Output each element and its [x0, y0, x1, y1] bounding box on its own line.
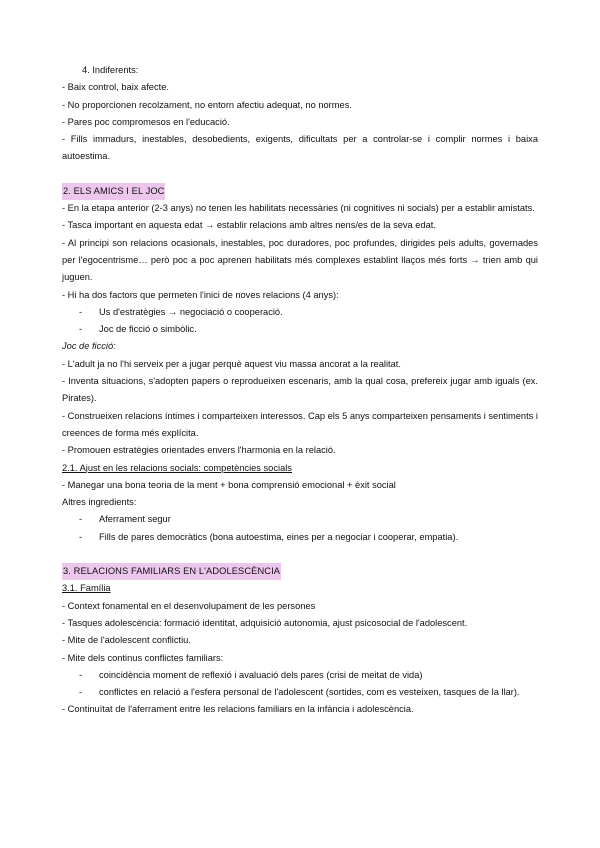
document-page: [62, 62, 538, 719]
list-item: Altres ingredients:: [62, 497, 137, 508]
list-item: - Promouen estratègies orientades envers l'harmonia en la relació.: [62, 445, 336, 456]
sub-list-item: [62, 511, 538, 528]
list-item: - Manegar una bona teoria de la ment + bona comprensió emocional + èxit social: [62, 479, 396, 490]
bullet-dash: -: [79, 514, 83, 525]
sub-list-item: [62, 667, 538, 684]
sub-list-item: [62, 684, 538, 701]
list-item: - Context fonamental en el desenvolupament de les persones: [62, 600, 316, 611]
subsection-title-joc-ficcio: Joc de ficció:: [62, 341, 116, 352]
bullet-dash: -: [79, 324, 83, 335]
list-item: - Pares poc compromesos en l'educació.: [62, 116, 230, 127]
list-item: - Al principi son relacions ocasionals, inestables, poc duradores, poc profundes, dirigides pels adults, governades per l'egocentrisme… però poc a poc aprenen habilitats més complexes establint llaços més forts → trien amb qui juguen.: [62, 237, 538, 283]
sub-list-text: coincidència moment de reflexió i avaluació dels pares (crisi de meitat de vida): [99, 669, 423, 680]
sub-list-item: [62, 304, 538, 321]
section-heading-indiferents: 4. Indiferents:: [82, 65, 139, 75]
list-item: - Mite dels continus conflictes familiars:: [62, 652, 224, 663]
bullet-dash: -: [79, 687, 83, 698]
spacer: [62, 166, 538, 183]
list-item: - Baix control, baix afecte.: [62, 82, 169, 93]
list-item: - No proporcionen recolzament, no entorn afectiu adequat, no normes.: [62, 99, 352, 110]
section-heading-amics-joc: 2. ELS AMICS I EL JOC: [62, 183, 165, 200]
list-item: - En la etapa anterior (2-3 anys) no tenen les habilitats necessàries (ni cognitives ni socials) per a establir amistats.: [62, 203, 535, 214]
sub-list-item: [62, 321, 538, 338]
list-item: - L'adult ja no l'hi serveix per a jugar perquè aquest viu massa ancorat a la realitat.: [62, 358, 401, 369]
section-heading-relacions-familiars: 3. RELACIONS FAMILIARS EN L'ADOLESCÈNCIA: [62, 563, 281, 580]
list-item: - Mite de l'adolescent conflictiu.: [62, 635, 191, 646]
subsection-heading-familia: 3.1. Família: [62, 583, 111, 594]
list-item: - Tasca important en aquesta edat → establir relacions amb altres nens/es de la seva edat.: [62, 220, 436, 231]
list-item: - Hi ha dos factors que permeten l'inici de noves relacions (4 anys):: [62, 289, 339, 300]
bullet-dash: -: [79, 306, 83, 317]
sub-list-item: [62, 529, 538, 546]
sub-list-text: Us d'estratègies → negociació o cooperació.: [99, 306, 283, 317]
sub-list-text: Joc de ficció o simbòlic.: [99, 324, 197, 335]
bullet-dash: -: [79, 669, 83, 680]
spacer: [62, 546, 538, 563]
list-item: - Fills immadurs, inestables, desobedients, exigents, dificultats per a controlar-se i complir normes i baixa autoestima.: [62, 134, 538, 162]
list-item: - Continuïtat de l'aferrament entre les relacions familiars en la infància i adolescència.: [62, 704, 414, 715]
subsection-heading-ajust: 2.1. Ajust en les relacions socials: competències socials: [62, 462, 292, 473]
bullet-dash: -: [79, 531, 83, 542]
list-item: - Inventa situacions, s'adopten papers o reprodueixen escenaris, amb la qual cosa, prefereix jugar amb iguals (ex. Pirates).: [62, 376, 538, 404]
list-item: - Tasques adolescència: formació identitat, adquisició autonomia, ajust psicosocial de l'adolescent.: [62, 617, 468, 628]
sub-list-text: Aferrament segur: [99, 514, 171, 525]
list-item: - Construeixen relacions íntimes i comparteixen interessos. Cap els 5 anys comparteixen pensaments i sentiments i creences de forma més explícita.: [62, 410, 538, 438]
sub-list-text: conflictes en relació a l'esfera personal de l'adolescent (sortides, com es vesteixen, tasques de la llar).: [99, 687, 520, 698]
sub-list-text: Fills de pares democràtics (bona autoestima, eines per a negociar i cooperar, empatia).: [99, 531, 459, 542]
